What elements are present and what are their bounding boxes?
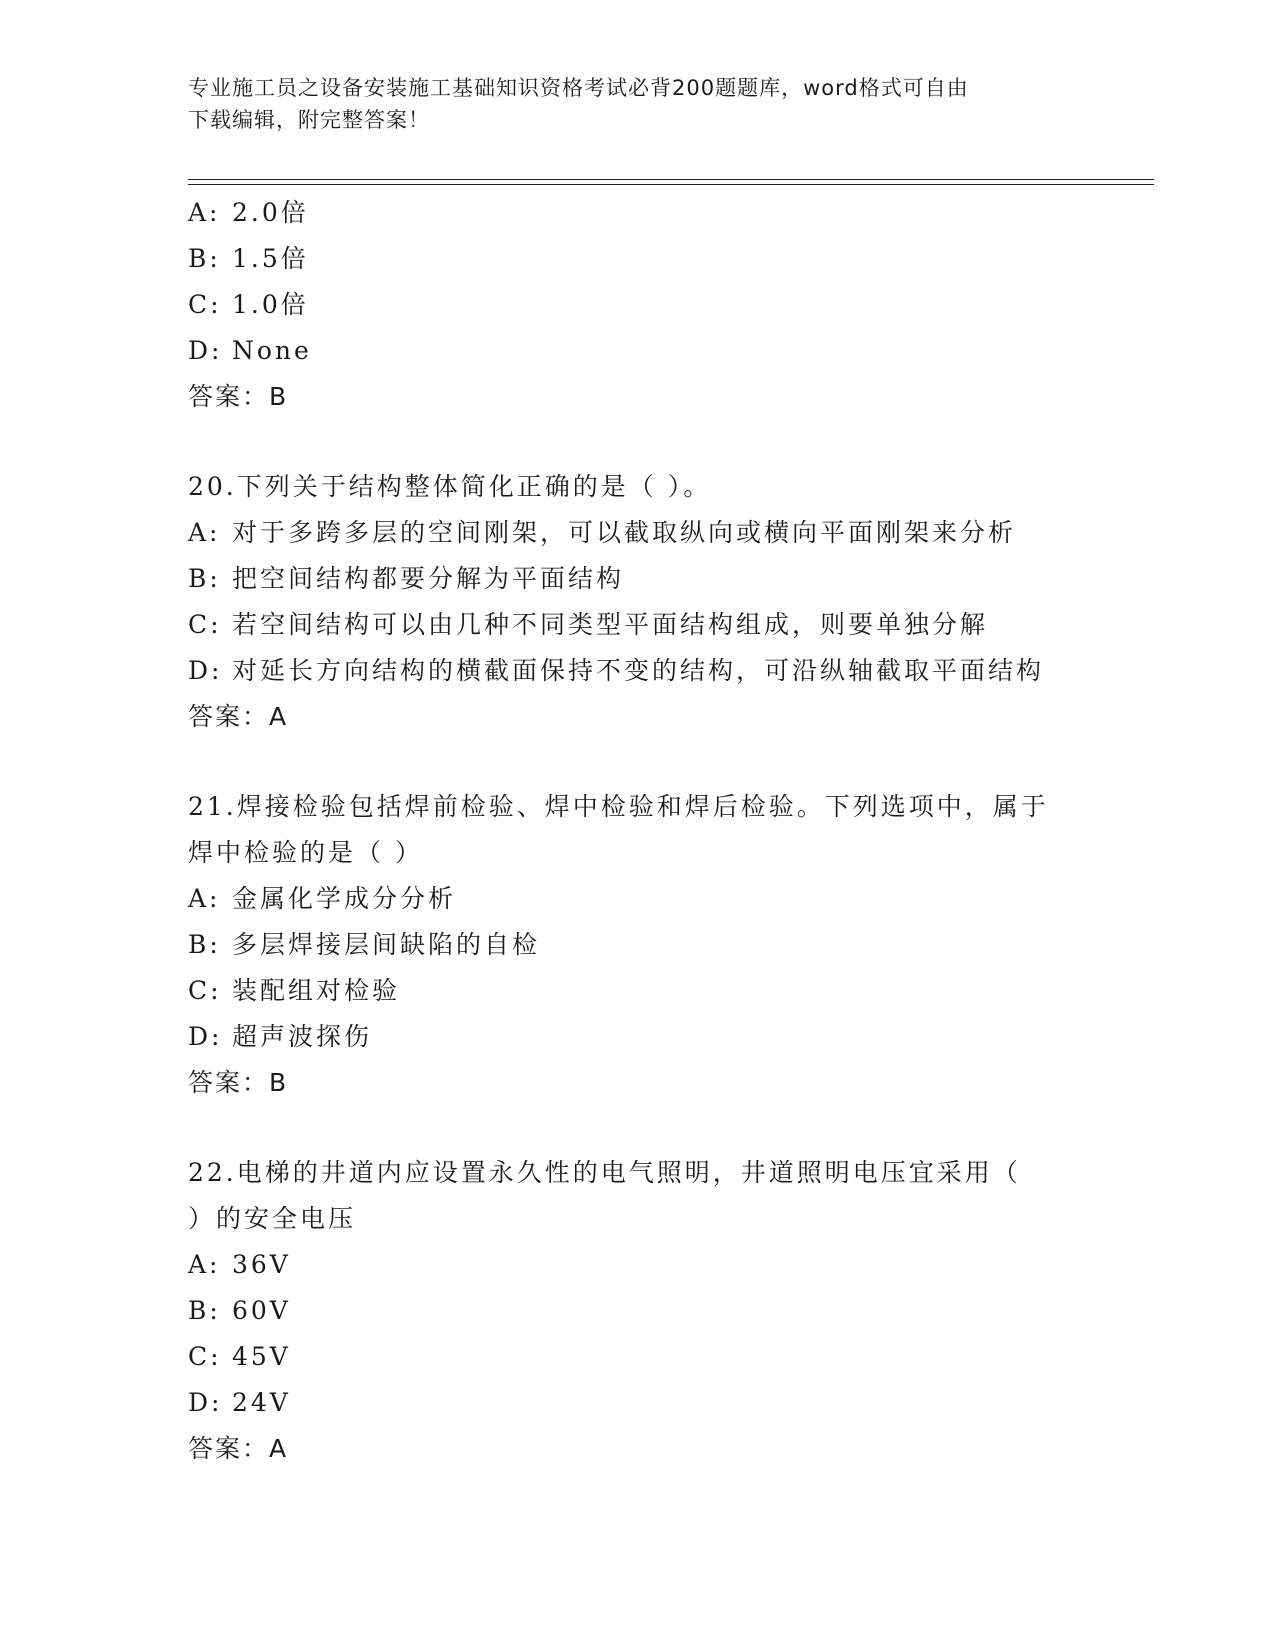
document-header: [188, 72, 1088, 136]
option-text: 若空间结构可以由几种不同类型平面结构组成，则要单独分解: [232, 610, 989, 639]
option-letter: C:: [188, 976, 222, 1005]
option-a: [188, 190, 1088, 236]
header-divider-bottom: [188, 184, 1154, 185]
question-20: [188, 464, 1088, 740]
option-d: [188, 1380, 1088, 1426]
option-letter: A:: [188, 1250, 221, 1279]
option-a: [188, 1242, 1088, 1288]
option-d: [188, 328, 1088, 374]
question-21: [188, 784, 1088, 1106]
option-letter: A:: [188, 518, 221, 547]
option-a: [188, 876, 1088, 922]
option-letter: B:: [188, 244, 221, 273]
question-stem-line: 20.下列关于结构整体简化正确的是（ ）。: [188, 472, 712, 501]
option-letter: C:: [188, 290, 222, 319]
option-letter: B:: [188, 930, 221, 959]
question-stem-line: 焊中检验的是（ ）: [188, 838, 423, 867]
option-d: [188, 1014, 1088, 1060]
option-letter: A:: [188, 884, 221, 913]
option-text: 超声波探伤: [232, 1022, 373, 1051]
option-text: 45V: [232, 1342, 291, 1371]
option-letter: B:: [188, 564, 221, 593]
option-letter: B:: [188, 1296, 221, 1325]
option-c: [188, 1334, 1088, 1380]
header-title-line-2: 下载编辑，附完整答案！: [188, 108, 430, 132]
option-a: [188, 510, 1088, 556]
option-b: [188, 556, 1088, 602]
option-text: 2.0倍: [232, 198, 309, 227]
option-b: [188, 1288, 1088, 1334]
option-text: 1.5倍: [232, 244, 309, 273]
option-b: [188, 236, 1088, 282]
option-text: None: [232, 336, 312, 365]
option-b: [188, 922, 1088, 968]
answer-line: 答案：B: [188, 382, 289, 411]
option-letter: C:: [188, 610, 222, 639]
option-letter: D:: [188, 336, 223, 365]
option-d: [188, 648, 1088, 694]
spacer: [188, 420, 1088, 464]
option-text: 把空间结构都要分解为平面结构: [232, 564, 625, 593]
question-stem-line: 21.焊接检验包括焊前检验、焊中检验和焊后检验。下列选项中，属于: [188, 792, 1049, 821]
option-letter: D:: [188, 1388, 223, 1417]
option-text: 对延长方向结构的横截面保持不变的结构，可沿纵轴截取平面结构: [232, 656, 1045, 685]
question-stem-line: 22.电梯的井道内应设置永久性的电气照明，井道照明电压宜采用（: [188, 1158, 1021, 1187]
option-c: [188, 282, 1088, 328]
question-22: [188, 1150, 1088, 1472]
option-c: [188, 968, 1088, 1014]
option-text: 装配组对检验: [232, 976, 401, 1005]
answer-line: 答案：B: [188, 1068, 289, 1097]
question-stem-line: ）的安全电压: [188, 1204, 357, 1233]
question-19-continuation: [188, 190, 1088, 420]
option-letter: C:: [188, 1342, 222, 1371]
answer-line: 答案：A: [188, 702, 289, 731]
header-divider-top: [188, 179, 1154, 180]
option-letter: A:: [188, 198, 221, 227]
option-text: 60V: [232, 1296, 291, 1325]
spacer: [188, 1106, 1088, 1150]
answer-line: 答案：A: [188, 1434, 289, 1463]
option-text: 36V: [232, 1250, 291, 1279]
option-text: 多层焊接层间缺陷的自检: [232, 930, 541, 959]
header-title-line-1: 专业施工员之设备安装施工基础知识资格考试必背200题题库，word格式可自由: [188, 76, 969, 100]
question-content: [188, 190, 1088, 1472]
option-text: 金属化学成分分析: [232, 884, 457, 913]
option-c: [188, 602, 1088, 648]
spacer: [188, 740, 1088, 784]
option-letter: D:: [188, 656, 223, 685]
option-text: 24V: [232, 1388, 291, 1417]
option-text: 对于多跨多层的空间刚架，可以截取纵向或横向平面刚架来分析: [232, 518, 1017, 547]
option-text: 1.0倍: [232, 290, 309, 319]
option-letter: D:: [188, 1022, 223, 1051]
